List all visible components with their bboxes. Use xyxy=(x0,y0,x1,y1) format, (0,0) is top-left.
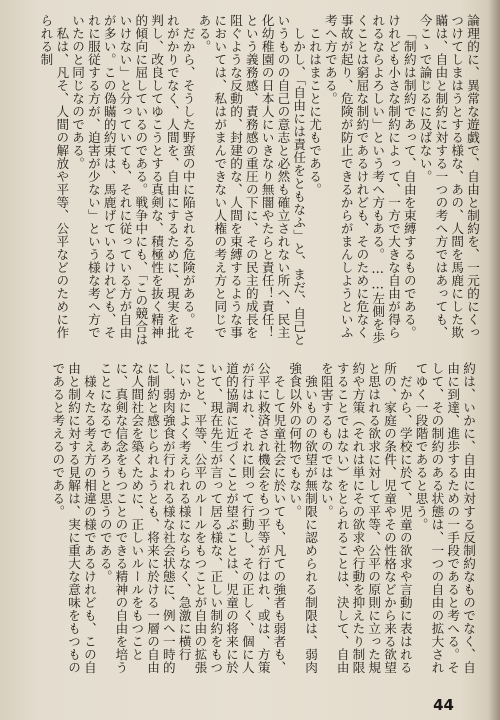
paragraph: だから、学校に於て、児童の欲求や言動に表はれる所の、家庭の条件、児童やその性格などから来る欲望と思はれる欲求に対して平等、公平の原則に立った規約や方策（それは単にその欲求や行動を抑えたり制限することではない）をとられることは、決して、自由を阻害するものではない。 xyxy=(318,362,413,674)
paragraph: しかし、「自由には責任をともなふ」と、まだ、自己というものの自己の意志と必然も確立されない所へ、民主化幼稚園の日本人にいきなり無闇やたらと責任！責任！という義務感、責務感の重圧の下に、その民主的成長を阻ぐような反動的、封建的な、人間を束縛するような事においては、私はがまんできない人権の考え方と同じである。 xyxy=(196,14,307,346)
paragraph: 強いものの欲望が無制限に認められる制限は、弱肉強食以外の何物でもない。 xyxy=(287,362,319,674)
paragraph: 約は、いかに、自由に対する反制約なものでなく、自由に到達、進歩するための一手段であると考へる。そして、その制約のある状態は、一つの自由の拡大されてゆく一段階であると思う。 xyxy=(413,362,476,674)
page-number: 44 xyxy=(433,696,454,714)
paragraph: 論理的に、異常な遊戯で、自由と制約を、一元的にくっつけてしまはうとする様な、あの、人間を馬鹿にした欺瞞は、自由と制約に対する一つの考へ方ではあっても、今こゝで論じるに及ばない。 xyxy=(417,14,480,339)
paragraph: 私は、凡そ、人間の解放や平等、公平などのために作られる制 xyxy=(38,14,70,339)
page-spine-shadow xyxy=(488,0,500,720)
bottom-text-column xyxy=(18,362,476,684)
paragraph: 「制約は制約であって、自由を束縛するものである。けれども小さな制約によって、一方で大きな自由が得られるならよろしい」という考へ方もある。……左側を歩くことは窮屈な制約であるけれども、そのために危なく事故が起り、危険が防止できるからがまんしようといふ考へ方である。 xyxy=(322,14,417,344)
paragraph: だから、そうした野蛮の中に陥される危険がある。それがかりでなく、人間を、自由にするために、現実を批判し、改良してゆこうとする真剣な、積極性を抜く精神的傾向に屈しているのである。戦争中にも、「この競合はいけない」と分っていても、それに従っている方が自由が多い。この偽瞞的約束は、馬鹿げているけれども、それに服従する方が、迫害が少ない」という様な考へ方でいたのと同じなのである。 xyxy=(70,14,196,346)
paragraph: これはまことに尤もである。 xyxy=(307,26,323,196)
top-text-column xyxy=(18,14,480,349)
paragraph: 様々たる考え方の相違の様であるけれども、この自由と制約に対する見解は、実に重大な意味をもつものであると考えるのである。 xyxy=(50,362,97,674)
paragraph: そして児童社会に於いても、凡ての強者も弱者も、公平に救済され機会をもつ平等が行はれ、或は、方策が行はれ、それに則って行動し、その正しく、個に人道的協調に近づくことが望ぶことは、児童の将来に於いて、現在先生が言って居る様な、正しい制約をもつことと、平等、公平のルールをもつことが自由の拡張にいかによく考えられる様にならなく、急激に横行し、弱肉強食が行われる様な社会状態に、例へ一時的に制約と感じられようとも、将来に於ける一層の自由な人間社会を築くために、正しいルールをもつことに、真剣な信念をもつことのできる精神の自由を培うことになるであろうと思うのである。 xyxy=(97,362,287,674)
